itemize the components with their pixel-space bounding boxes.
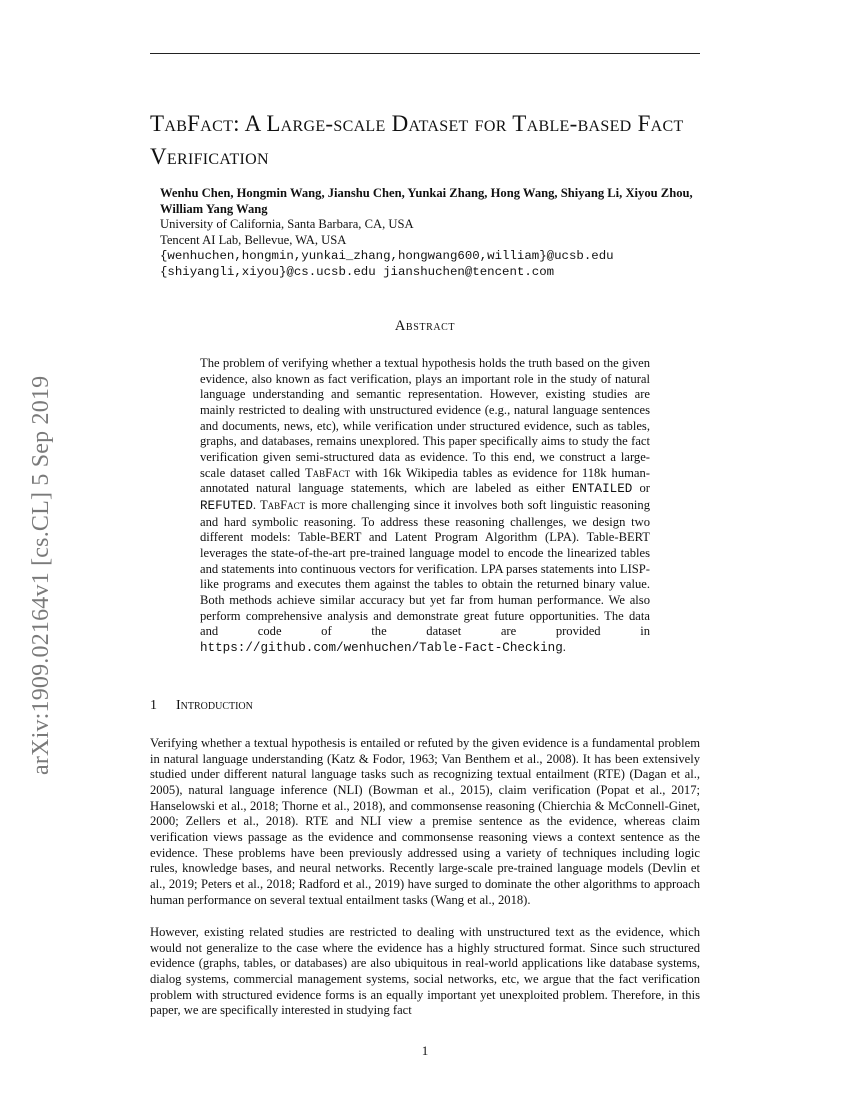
affiliation-ucsb: University of California, Santa Barbara, CA, USA (160, 217, 414, 232)
abstract-text-2: with 16k Wikipedia tables as evidence for 118k human-annotated natural language statements, which are labeled as either (200, 465, 651, 496)
abstract-text-or: or (639, 481, 650, 496)
abstract-heading: Abstract (394, 318, 456, 334)
intro-paragraph-1: Verifying whether a textual hypothesis is entailed or refuted by the given evidence is a fundamental problem in natural language understanding (Katz & Fodor, 1963; Van Benthem et al., 2008). It has been extensively studied under different natural language tasks such as recognizing textual entailment (RTE) (Dagan et al., 2005), natural language inference (NLI) (Bowman et al., 2015), claim verification (Popat et al., 2017; Hanselowski et al., 2018; Thorne et al., 2018), and commonsense reasoning (Chierchia & McConnell-Ginet, 2000; Zellers et al., 2018). RTE and NLI view a premise sentence as the evidence, whereas claim verification views passage as the evidence and commonsense reasoning views a context sentence as the evidence. These problems have been previously addressed using a variety of techniques including logic rules, knowledge bases, and neural networks. Recently large-scale pre-trained language models (Devlin et al., 2019; Peters et al., 2018; Radford et al., 2019) have surged to dominate the other algorithms to approach human performance on several textual entailment tasks (Wang et al., 2018). (150, 736, 700, 907)
label-refuted: REFUTED (200, 498, 253, 513)
page-number: 1 (421, 1043, 429, 1058)
author-names: Wenhu Chen, Hongmin Wang, Jianshu Chen, Yunkai Zhang, Hong Wang, Shiyang Li, Xiyou Zhou, William Yang Wang (160, 186, 693, 216)
author-email-ucsb: {wenhuchen,hongmin,yunkai_zhang,hongwang600,william}@ucsb.edu (160, 248, 614, 263)
top-rule (150, 53, 700, 54)
section-title: Introduction (176, 698, 253, 713)
arxiv-stamp: arXiv:1909.02164v1 [cs.CL] 5 Sep 2019 (28, 375, 54, 775)
author-block (160, 186, 700, 280)
abstract-body: The problem of verifying whether a textual hypothesis holds the truth based on the given evidence, also known as fact verification, plays an important role in the study of natural language understanding and semantic representation. However, existing studies are mainly restricted to dealing with unstructured evidence (e.g., natural language sentences and documents, news, etc), while verification under structured evidence, such as tables, graphs, and databases, remains unexplored. This paper specifically aims to study the fact verification given semi-structured data as evidence. To this end, we construct a large-scale dataset called TabFact with 16k Wikipedia tables as evidence for 118k human-annotated natural language statements, which are labeled as either ENTAILED or REFUTED. TabFact is more challenging since it involves both soft linguistic reasoning and hard symbolic reasoning. To address these reasoning challenges, we design two different models: Table-BERT and Latent Program Algorithm (LPA). Table-BERT leverages the state-of-the-art pre-trained language model to encode the linearized tables and statements into continuous vectors for verification. LPA parses statements into LISP-like programs and executes them against the tables to obtain the returned binary value. Both methods achieve similar accuracy but yet far from human performance. We also perform comprehensive analysis and demonstrate great future opportunities. The data and code of the dataset are provided in https://github.com/wenhuchen/Table-Fact-Checking. (200, 356, 651, 655)
affiliation-tencent: Tencent AI Lab, Bellevue, WA, USA (160, 233, 347, 248)
dataset-name-2: TabFact (259, 497, 306, 512)
label-entailed: ENTAILED (571, 482, 633, 497)
section-number: 1 (150, 698, 157, 713)
paper-title: TabFact: A Large-scale Dataset for Table-based Fact Verification (150, 111, 684, 169)
github-link[interactable]: https://github.com/wenhuchen/Table-Fact-Checking (200, 640, 563, 655)
abstract-text-3: is more challenging since it involves both soft linguistic reasoning and hard symbolic reasoning. To address these reasoning challenges, we design two different models: Table-BERT and Latent Program Algorithm (LPA). Table-BERT leverages the state-of-the-art pre-trained language model to encode the linearized tables and statements into continuous vectors for verification. LPA parses statements into LISP-like programs and executes them against the tables to obtain the returned binary value. Both methods achieve similar accuracy but yet far from human performance. We also perform comprehensive analysis and demonstrate great future opportunities. The data and code of the dataset are provided in (200, 497, 651, 639)
section-heading-introduction (150, 698, 253, 714)
dataset-name: TabFact (304, 465, 351, 480)
author-email-other: {shiyangli,xiyou}@cs.ucsb.edu jianshuchen@tencent.com (160, 264, 555, 279)
abstract-text-1: The problem of verifying whether a textual hypothesis holds the truth based on the given evidence, also known as fact verification, plays an important role in the study of natural language understanding and semantic representation. However, existing studies are mainly restricted to dealing with unstructured evidence (e.g., natural language sentences and documents, news, etc), while verification under structured evidence, such as tables, graphs, and databases, remains unexplored. This paper specifically aims to study the fact verification given semi-structured data as evidence. To this end, we construct a large-scale dataset called (200, 356, 650, 480)
intro-paragraph-2: However, existing related studies are restricted to dealing with unstructured text as the evidence, which would not generalize to the case where the evidence has a highly structured format. Since such structured evidence (graphs, tables, or databases) are also ubiquitous in real-world applications like database systems, dialog systems, commercial management systems, social networks, etc, we argue that the fact verification problem with structured evidence forms is an equally important yet unexploited problem. Therefore, in this paper, we are specifically interested in studying fact (150, 925, 700, 1018)
